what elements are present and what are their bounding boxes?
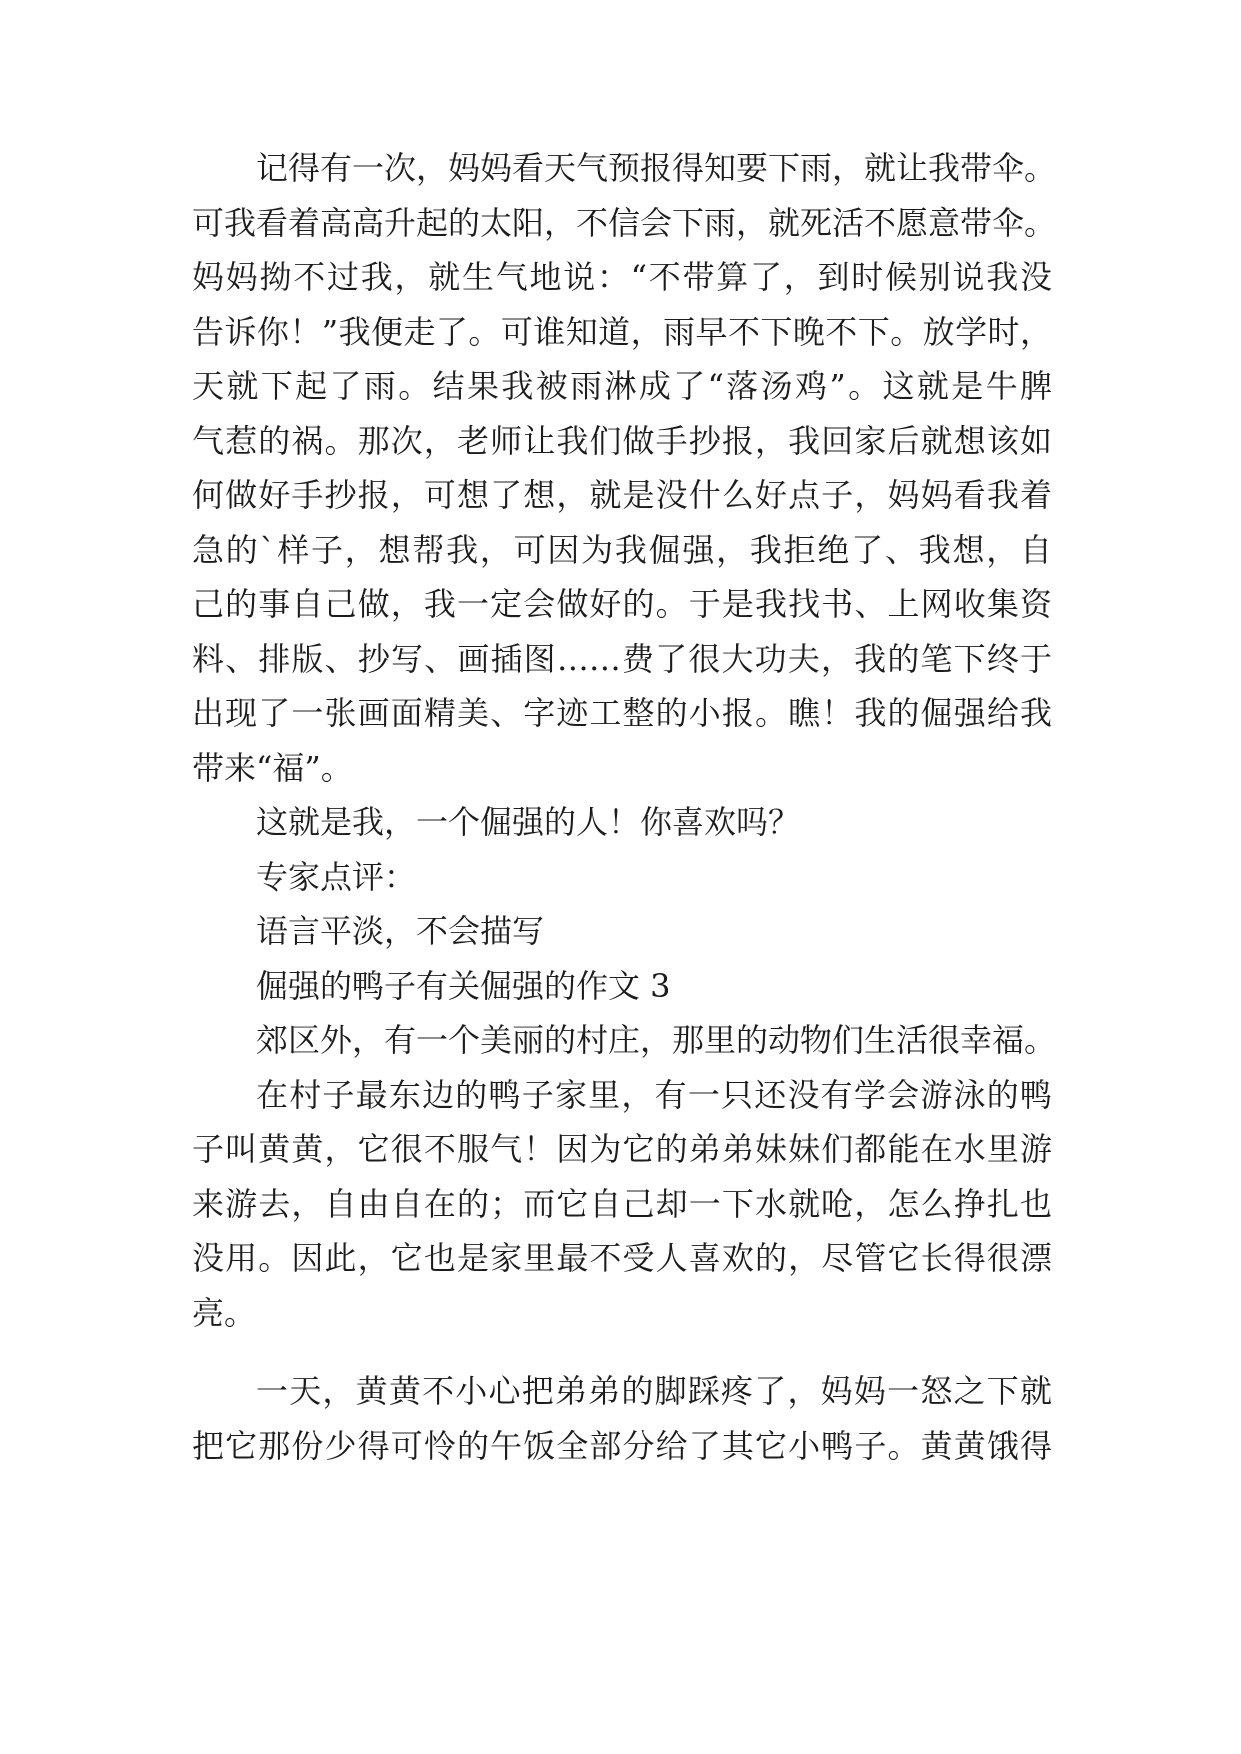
text-line: 没用。因此，它也是家里最不受人喜欢的，尽管它长得很漂 xyxy=(192,1239,1052,1277)
text-line: 料、排版、抄写、画插图……费了很大功夫，我的笔下终于 xyxy=(192,640,1052,678)
text-line: 来游去，自由自在的；而它自己却一下水就呛，怎么挣扎也 xyxy=(192,1185,1052,1223)
text-line: 急的`样子，想帮我，可因为我倔强，我拒绝了、我想，自 xyxy=(192,531,1052,569)
text-line: 这就是我，一个倔强的人！你喜欢吗？ xyxy=(256,803,801,841)
text-line: 己的事自己做，我一定会做好的。于是我找书、上网收集资 xyxy=(192,585,1052,623)
text-line: 语言平淡，不会描写 xyxy=(256,912,545,950)
text-line: 可我看着高高升起的太阳，不信会下雨，就死活不愿意带伞。 xyxy=(192,204,1057,242)
text-line: 带来“福”。 xyxy=(192,749,353,787)
text-line: 在村子最东边的鸭子家里，有一只还没有学会游泳的鸭 xyxy=(256,1076,1052,1114)
text-line: 出现了一张画面精美、字迹工整的小报。瞧！我的倔强给我 xyxy=(192,694,1052,732)
text-line: 妈妈拗不过我，就生气地说：“不带算了，到时候别说我没 xyxy=(192,258,1052,296)
text-line: 何做好手抄报，可想了想，就是没什么好点子，妈妈看我着 xyxy=(192,476,1052,514)
text-line: 专家点评： xyxy=(256,858,417,896)
text-line: 记得有一次，妈妈看天气预报得知要下雨，就让我带伞。 xyxy=(256,149,1057,187)
section-heading: 倔强的鸭子有关倔强的作文 3 xyxy=(256,967,671,1005)
text-line: 一天，黄黄不小心把弟弟的脚踩疼了，妈妈一怒之下就 xyxy=(256,1372,1052,1410)
text-line: 把它那份少得可怜的午饭全部分给了其它小鸭子。黄黄饿得 xyxy=(192,1427,1052,1465)
text-line: 天就下起了雨。结果我被雨淋成了“落汤鸡”。这就是牛脾 xyxy=(192,367,1052,405)
text-line: 告诉你！”我便走了。可谁知道，雨早不下晚不下。放学时， xyxy=(192,313,1052,351)
text-line: 子叫黄黄，它很不服气！因为它的弟弟妹妹们都能在水里游 xyxy=(192,1130,1052,1168)
text-line: 郊区外，有一个美丽的村庄，那里的动物们生活很幸福。 xyxy=(256,1021,1057,1059)
text-line: 气惹的祸。那次，老师让我们做手抄报，我回家后就想该如 xyxy=(192,422,1052,460)
text-line: 亮。 xyxy=(192,1294,257,1332)
